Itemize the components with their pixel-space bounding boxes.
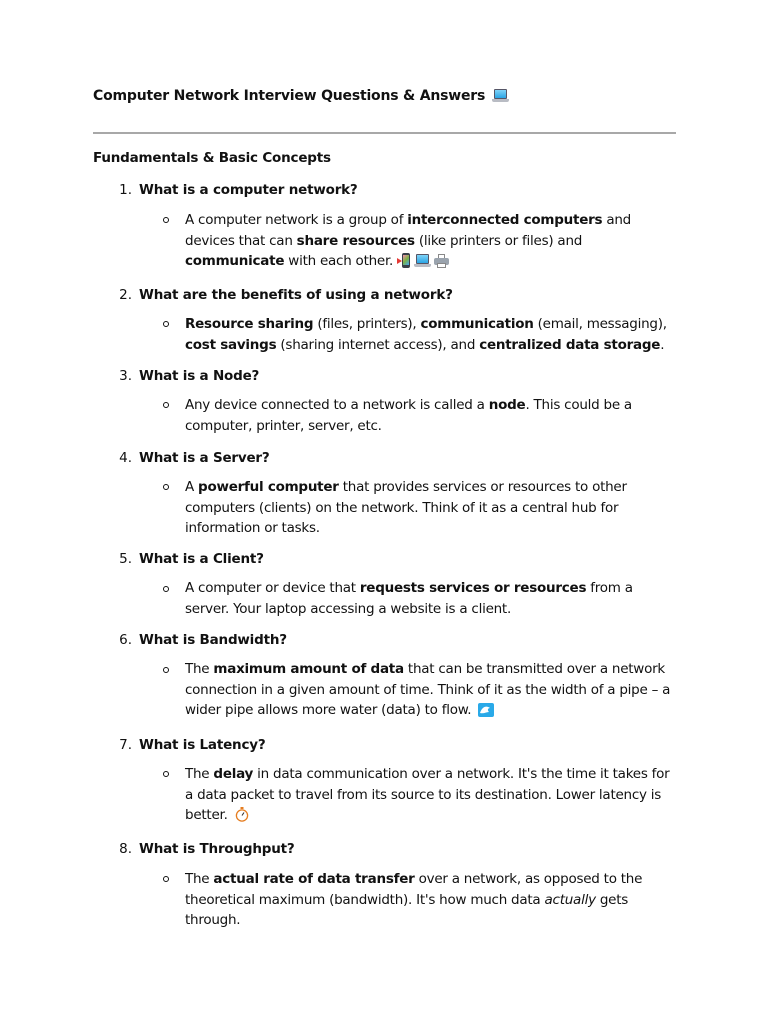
answer-bullet [162, 585, 170, 593]
answer-text-5 [185, 578, 675, 619]
bold-term: Resource sharing [185, 316, 314, 332]
answer-text-6 [185, 659, 675, 721]
question-text: What is Latency? [139, 737, 266, 753]
answer-run: over a network, as opposed to the theoretical maximum (bandwidth). It's how much data [185, 871, 643, 908]
answer-run: . [660, 336, 665, 353]
laptop-icon [414, 254, 431, 268]
answer-text-7 [185, 764, 675, 826]
italic-term: actually [544, 891, 596, 908]
horizontal-divider [93, 132, 676, 134]
answer-run: The [185, 766, 214, 782]
question-number: 8. [119, 841, 132, 857]
question-text: What is a computer network? [139, 182, 358, 198]
bold-term: communicate [185, 253, 285, 269]
answer-bullet [162, 320, 170, 328]
answer-run: (sharing internet access), and [276, 336, 480, 353]
answer-text-2 [185, 314, 675, 355]
stopwatch-icon [235, 807, 249, 822]
answer-bullet [162, 216, 170, 224]
question-number: 7. [119, 737, 132, 753]
bold-term: requests services or resources [359, 580, 587, 596]
question-text: What is a Client? [139, 551, 264, 567]
answer-bullet [162, 483, 170, 491]
bold-term: actual rate of data transfer [213, 871, 415, 887]
laptop-icon [492, 89, 509, 103]
question-text: What is a Server? [139, 450, 270, 466]
question-number: 4. [119, 450, 132, 466]
answer-run: (like printers or files) and [414, 232, 583, 249]
answer-bullet [162, 875, 170, 883]
answer-text-8 [185, 869, 675, 931]
bold-term: node [488, 397, 526, 413]
question-number: 1. [119, 182, 132, 198]
mobile-phone-arrow-icon [400, 253, 411, 268]
answer-bullet [162, 770, 170, 778]
bold-term: communication [420, 316, 534, 332]
bold-term: cost savings [185, 336, 277, 353]
answer-run: (email, messaging), [533, 316, 667, 332]
answer-run: with each other. [284, 253, 394, 269]
bold-term: powerful computer [198, 479, 339, 495]
document-title-text: Computer Network Interview Questions & Answers [93, 88, 486, 104]
water-wave-icon [478, 703, 494, 717]
question-number: 3. [119, 368, 132, 384]
question-number: 5. [119, 551, 132, 567]
answer-bullet [162, 401, 170, 409]
answer-text-4 [185, 477, 675, 539]
question-text: What is Bandwidth? [139, 632, 287, 648]
answer-run: gets through. [185, 891, 629, 928]
bold-term: centralized data storage [479, 336, 661, 353]
answer-text-1 [185, 210, 645, 272]
answer-run: that provides services or resources to other computers (clients) on the network. Think of it as a central hub for information or tasks. [185, 479, 627, 536]
answer-run: and devices that can [185, 212, 631, 249]
answer-run: (files, printers), [313, 316, 421, 332]
answer-run: from a server. Your laptop accessing a website is a client. [185, 580, 633, 617]
question-text: What is a Node? [139, 368, 260, 384]
answer-bullet [162, 666, 170, 674]
question-number: 6. [119, 632, 132, 648]
document-title [93, 88, 509, 104]
answer-run: Any device connected to a network is called a [185, 397, 489, 413]
answer-run: that can be transmitted over a network connection in a given amount of time. Think of it as the width of a pipe – a wider pipe allows more water (data) to flow. [185, 661, 671, 718]
answer-run: A computer or device that [185, 580, 360, 596]
answer-run: in data communication over a network. It's the time it takes for a data packet to travel from its source to its destination. Lower latency is better. [185, 766, 670, 823]
bold-term: maximum amount of data [213, 661, 404, 677]
bold-term: interconnected computers [407, 212, 603, 228]
section-title: Fundamentals & Basic Concepts [93, 150, 331, 166]
answer-run: A [185, 479, 199, 495]
answer-run: A computer network is a group of [185, 212, 408, 228]
answer-run: The [185, 871, 214, 887]
bold-term: delay [213, 766, 254, 782]
bold-term: share resources [296, 232, 415, 249]
question-number: 2. [119, 287, 132, 303]
printer-icon [434, 254, 449, 268]
answer-text-3 [185, 395, 675, 436]
question-text: What is Throughput? [139, 841, 295, 857]
question-text: What are the benefits of using a network? [139, 287, 453, 303]
answer-run: . This could be a computer, printer, server, etc. [185, 397, 632, 434]
answer-run: The [185, 661, 214, 677]
